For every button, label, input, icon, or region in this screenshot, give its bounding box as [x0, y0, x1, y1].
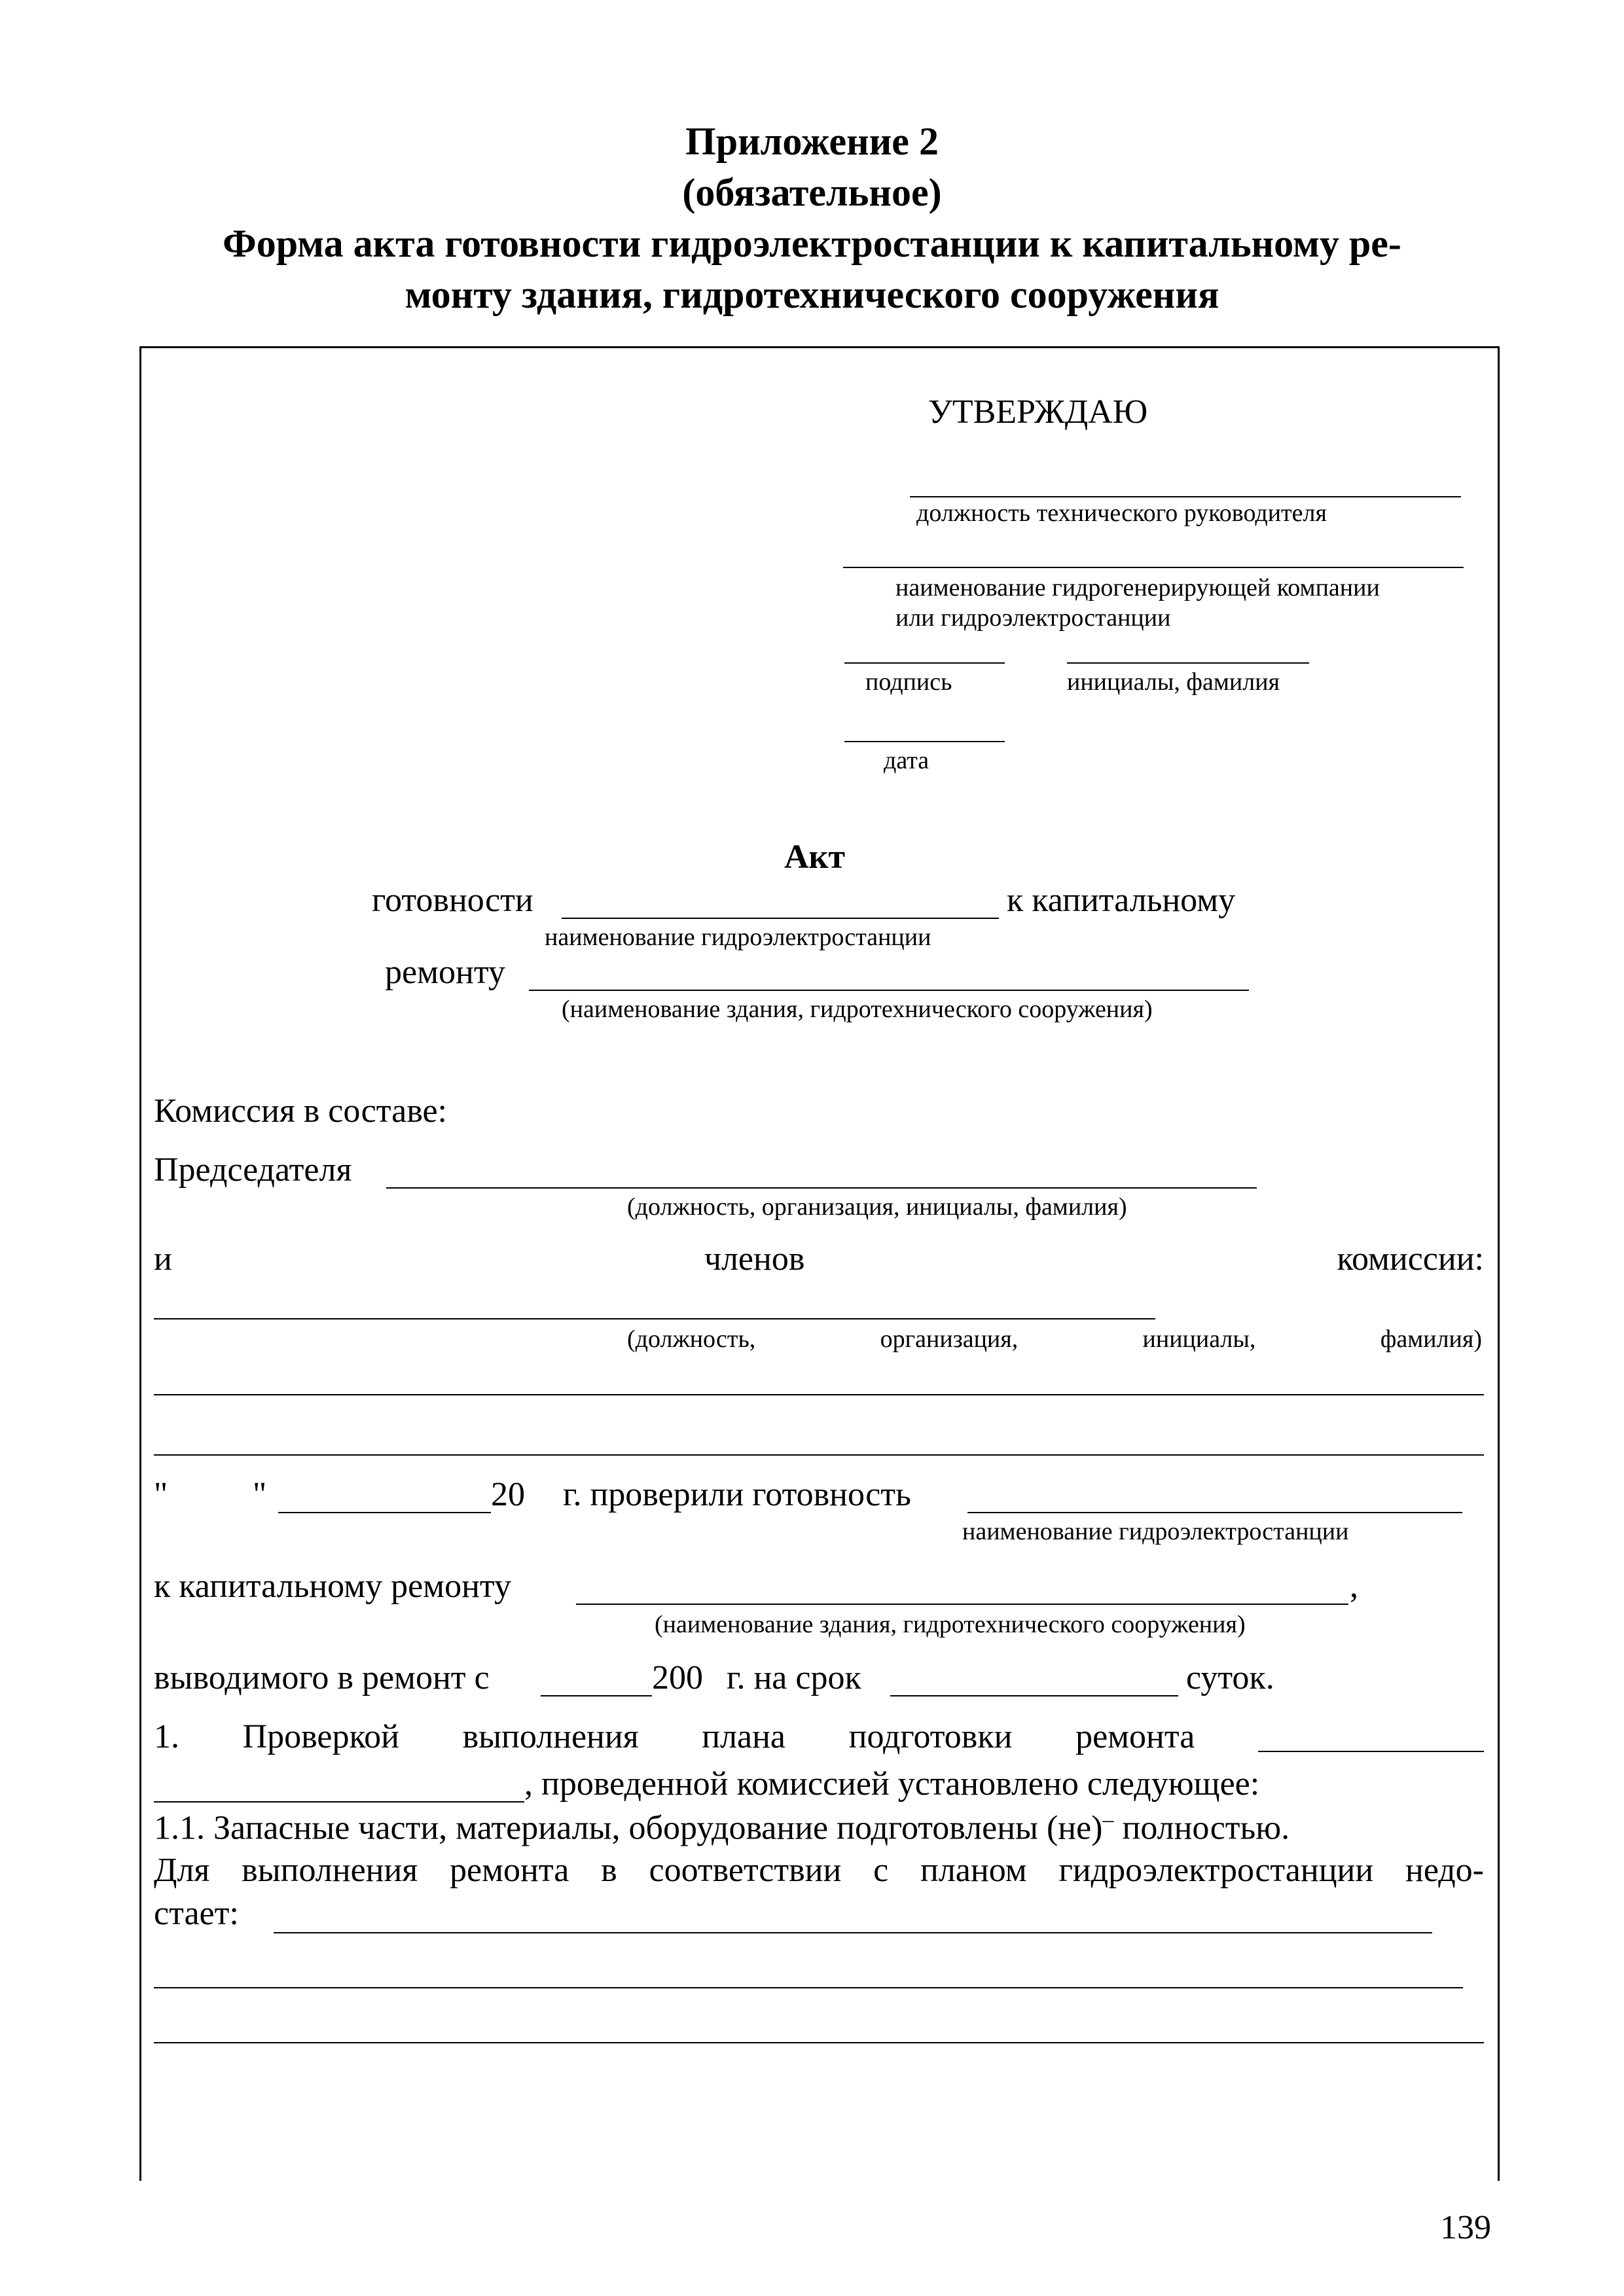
members-caption-initials: инициалы,: [1142, 1325, 1256, 1353]
days-text: суток.: [1186, 1659, 1274, 1696]
item1-line: [154, 1717, 1484, 1756]
act-title: Акт: [784, 838, 846, 876]
item11-tail: полностью.: [1113, 1809, 1290, 1847]
shortage-line-2: [154, 1987, 1463, 1988]
item1-word-prepare: подготовки: [848, 1718, 1013, 1755]
company-line: [843, 567, 1464, 568]
initials-caption: инициалы, фамилия: [1067, 668, 1280, 696]
chairman-caption: (должность, организация, инициалы, фамилия): [627, 1193, 1127, 1221]
item1-word-fulfil: выполнения: [462, 1718, 639, 1755]
repair-building-line: [576, 1604, 1348, 1605]
item1-word-check: Проверкой: [242, 1718, 399, 1755]
position-line: [910, 496, 1461, 497]
station-name-line: [562, 918, 999, 919]
shortage-line-1: [274, 1932, 1432, 1933]
members-line-2: [154, 1394, 1484, 1395]
members-line-3: [154, 1454, 1484, 1456]
commission-word: комиссии:: [1337, 1240, 1484, 1278]
and-word: и: [154, 1240, 172, 1278]
chairman-label: Председателя: [154, 1151, 352, 1189]
station-caption: наименование гидроэлектростанции: [545, 924, 931, 951]
company-caption-2: или гидроэлектростанции: [895, 604, 1171, 632]
quote-close: ": [253, 1476, 267, 1513]
item1-word-repair: ремонта: [1075, 1718, 1195, 1755]
checked-station-line: [967, 1512, 1462, 1513]
readiness-word: готовности: [372, 882, 533, 919]
members-caption-position: (должность,: [627, 1325, 756, 1353]
term-text: г. на срок: [727, 1659, 861, 1696]
checked-station-caption: наименование гидроэлектростанции: [962, 1518, 1349, 1545]
members-line-1: [154, 1318, 1155, 1319]
output-year: 200: [652, 1659, 703, 1696]
shortage-line: Для выполнения ремонта в соответствии с планом гидроэлектростанции недо-: [154, 1852, 1484, 1889]
approve-label: УТВЕРЖДАЮ: [928, 393, 1148, 431]
signature-line: [844, 662, 1005, 664]
members-caption: [627, 1325, 1482, 1354]
repair-comma: ,: [1350, 1568, 1358, 1605]
appendix-status: (обязательное): [682, 171, 942, 214]
item11-footnote-mark: –: [1102, 1808, 1114, 1832]
item1-plan-line-cont: [154, 1801, 524, 1803]
members-word: членов: [704, 1240, 805, 1278]
building-name-line: [529, 990, 1249, 991]
item1-continuation: , проведенной комиссией установлено следующее:: [524, 1765, 1260, 1803]
appendix-number: Приложение 2: [685, 120, 939, 163]
item1-number: 1.: [154, 1718, 179, 1755]
commission-composition: Комиссия в составе:: [154, 1092, 447, 1130]
month-line: [278, 1512, 491, 1513]
chairman-line: [386, 1187, 1257, 1189]
members-header-row: [154, 1240, 1484, 1278]
date-caption: дата: [884, 747, 929, 774]
to-repair-text: к капитальному ремонту: [154, 1568, 511, 1605]
initials-line: [1067, 662, 1309, 664]
building-caption: (наименование здания, гидротехнического сооружения): [562, 996, 1153, 1023]
item1-plan-line: [1258, 1722, 1484, 1752]
repair-word: ремонту: [385, 954, 505, 991]
shortage-line-3: [154, 2042, 1484, 2043]
company-caption-1: наименование гидрогенерирующей компании: [895, 574, 1380, 601]
item11-main: 1.1. Запасные части, материалы, оборудование подготовлены (не): [154, 1809, 1103, 1847]
position-caption: должность технического руководителя: [916, 499, 1327, 527]
signature-caption: подпись: [865, 668, 952, 696]
members-caption-organization: организация,: [880, 1325, 1019, 1353]
date-line: [844, 741, 1005, 742]
output-from-text: выводимого в ремонт с: [154, 1659, 490, 1696]
term-line: [890, 1695, 1178, 1696]
shortage-word: стает:: [154, 1895, 239, 1932]
repair-building-caption: (наименование здания, гидротехнического сооружения): [655, 1611, 1246, 1638]
page-number: 139: [1440, 2209, 1491, 2246]
output-date-line: [541, 1695, 652, 1696]
form-title-line-1: Форма акта готовности гидроэлектростанции к капитальному ре-: [223, 222, 1401, 265]
form-title-line-2: монту здания, гидротехнического сооружения: [405, 273, 1219, 316]
quote-open: ": [154, 1476, 168, 1513]
checked-text: г. проверили готовность: [563, 1476, 911, 1513]
item1-word-plan: плана: [702, 1718, 786, 1755]
item11-text: [154, 1808, 1290, 1847]
year-prefix: 20: [491, 1476, 525, 1513]
readiness-tail: к капитальному: [1007, 882, 1236, 919]
members-caption-surname: фамилия): [1380, 1325, 1483, 1353]
